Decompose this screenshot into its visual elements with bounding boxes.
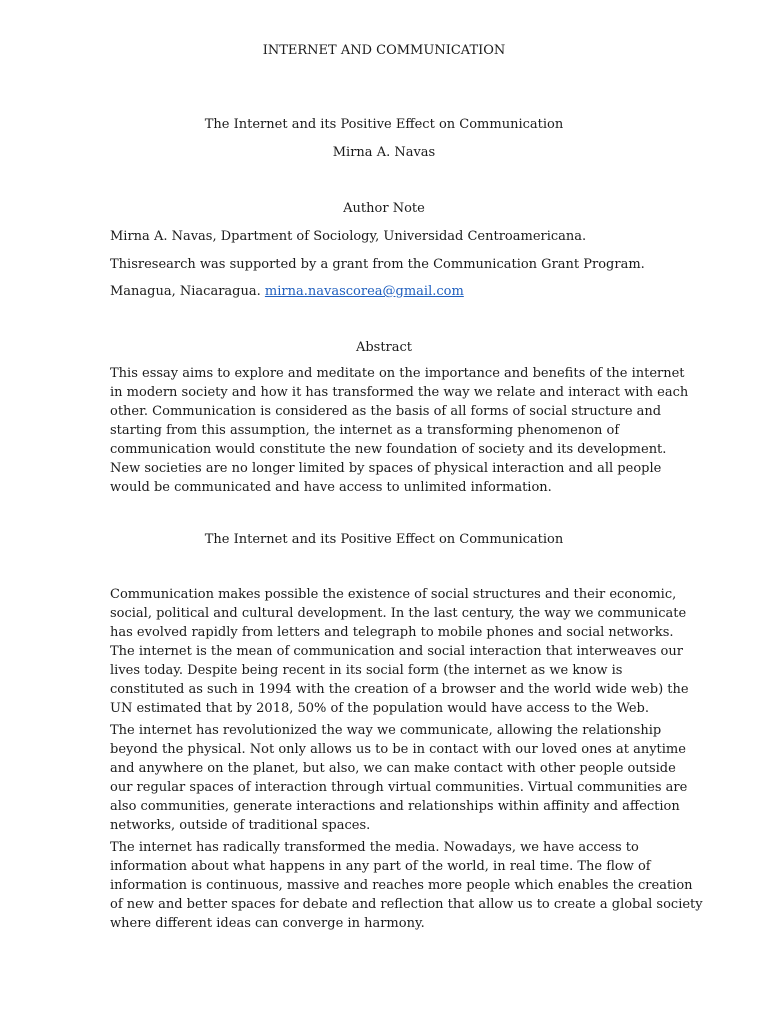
body-line: beyond the physical. Not only allows us to be in contact with our loved ones at anytime bbox=[110, 742, 686, 757]
author-note-heading: Author Note bbox=[343, 201, 425, 216]
body-line: information is continuous, massive and reaches more people which enables the creation bbox=[110, 878, 693, 893]
abstract-line: This essay aims to explore and meditate on the importance and benefits of the internet bbox=[110, 366, 685, 381]
body-heading: The Internet and its Positive Effect on Communication bbox=[204, 532, 564, 547]
abstract-line: in modern society and how it has transformed the way we relate and interact with each bbox=[110, 385, 689, 400]
abstract-line: other. Communication is considered as the basis of all forms of social structure and bbox=[110, 404, 662, 419]
body-line: networks, outside of traditional spaces. bbox=[110, 818, 371, 833]
author-location: Managua, Niacaragua. bbox=[110, 284, 261, 299]
body-line: and anywhere on the planet, but also, we can make contact with other people outside bbox=[110, 761, 676, 776]
abstract-line: communication would constitute the new foundation of society and its development. bbox=[110, 442, 667, 457]
body-line: social, political and cultural development. In the last century, the way we communicate bbox=[110, 606, 687, 621]
abstract-heading: Abstract bbox=[355, 340, 413, 355]
abstract-line: New societies are no longer limited by spaces of physical interaction and all people bbox=[110, 461, 662, 476]
body-line: our regular spaces of interaction through virtual communities. Virtual communities are bbox=[110, 780, 688, 795]
abstract-line: would be communicated and have access to unlimited information. bbox=[110, 480, 552, 495]
body-line: has evolved rapidly from letters and telegraph to mobile phones and social networks. bbox=[110, 625, 674, 640]
running-head: INTERNET AND COMMUNICATION bbox=[262, 43, 506, 58]
body-line: UN estimated that by 2018, 50% of the population would have access to the Web. bbox=[110, 701, 649, 716]
author-funding: Thisresearch was supported by a grant from the Communication Grant Program. bbox=[110, 257, 645, 272]
body-line: The internet has revolutionized the way we communicate, allowing the relationship bbox=[110, 723, 662, 738]
body-line: where different ideas can converge in harmony. bbox=[110, 916, 425, 931]
author-affiliation: Mirna A. Navas, Dpartment of Sociology, Universidad Centroamericana. bbox=[110, 229, 587, 244]
body-line: constituted as such in 1994 with the creation of a browser and the world wide web) the bbox=[110, 682, 689, 697]
body-line: of new and better spaces for debate and reflection that allow us to create a global society bbox=[110, 897, 703, 912]
body-paragraph-2 bbox=[110, 721, 688, 835]
body-line: lives today. Despite being recent in its social form (the internet as we know is bbox=[110, 663, 623, 678]
body-line: information about what happens in any part of the world, in real time. The flow of bbox=[110, 859, 651, 874]
body-paragraph-3 bbox=[110, 838, 703, 933]
body-paragraph-1 bbox=[110, 585, 689, 718]
author-email-link[interactable]: mirna.navascorea@gmail.com bbox=[264, 284, 464, 299]
author-name: Mirna A. Navas bbox=[332, 145, 436, 160]
abstract-line: starting from this assumption, the internet as a transforming phenomenon of bbox=[110, 423, 620, 438]
author-contact bbox=[110, 283, 464, 301]
body-line: Communication makes possible the existence of social structures and their economic, bbox=[110, 587, 677, 602]
body-line: The internet is the mean of communication and social interaction that interweaves our bbox=[110, 644, 683, 659]
body-line: also communities, generate interactions and relationships within affinity and affection bbox=[110, 799, 680, 814]
paper-title: The Internet and its Positive Effect on Communication bbox=[204, 117, 564, 132]
body-line: The internet has radically transformed the media. Nowadays, we have access to bbox=[110, 840, 639, 855]
abstract-paragraph bbox=[110, 364, 689, 497]
